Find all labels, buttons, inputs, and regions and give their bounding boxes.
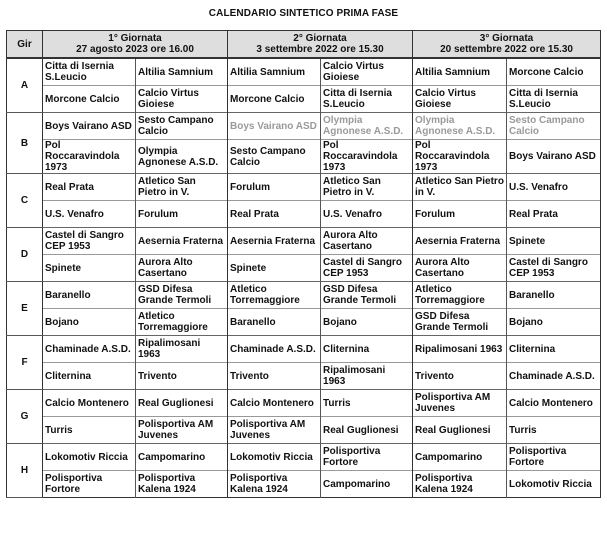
team-cell: Cliternina <box>43 363 136 390</box>
table-row <box>7 417 601 444</box>
group-label: B <box>7 113 43 174</box>
team-cell: Aesernia Fraterna <box>136 228 228 255</box>
team-cell: Sesto Campano Calcio <box>228 140 321 174</box>
team-cell: Bojano <box>43 309 136 336</box>
table-row <box>7 255 601 282</box>
round-1-name: 1° Giornata <box>108 33 162 44</box>
team-cell: Atletico San Pietro in V. <box>136 174 228 201</box>
group-label: H <box>7 444 43 498</box>
team-cell: Bojano <box>321 309 413 336</box>
table-header <box>7 31 601 59</box>
team-cell: Campomarino <box>321 471 413 498</box>
team-cell: U.S. Venafro <box>321 201 413 228</box>
group-label: G <box>7 390 43 444</box>
team-cell: Baranello <box>507 282 601 309</box>
team-cell: Ripalimosani 1963 <box>321 363 413 390</box>
team-cell: Calcio Montenero <box>507 390 601 417</box>
table-row <box>7 363 601 390</box>
table-row <box>7 174 601 201</box>
team-cell: Baranello <box>43 282 136 309</box>
team-cell: Calcio Montenero <box>228 390 321 417</box>
team-cell: Morcone Calcio <box>507 58 601 86</box>
team-cell: Turris <box>507 417 601 444</box>
team-cell: Calcio Virtus Gioiese <box>136 86 228 113</box>
team-cell: Real Prata <box>507 201 601 228</box>
team-cell: Forulum <box>136 201 228 228</box>
team-cell: U.S. Venafro <box>43 201 136 228</box>
table-row <box>7 86 601 113</box>
team-cell: Olympia Agnonese A.S.D. <box>136 140 228 174</box>
team-cell: Lokomotiv Riccia <box>43 444 136 471</box>
team-cell: Sesto Campano Calcio <box>136 113 228 140</box>
team-cell: Turris <box>43 417 136 444</box>
team-cell: Atletico Torremaggiore <box>413 282 507 309</box>
team-cell: Pol Roccaravindola 1973 <box>413 140 507 174</box>
team-cell: Lokomotiv Riccia <box>507 471 601 498</box>
team-cell: Real Guglionesi <box>413 417 507 444</box>
team-cell: Castel di Sangro CEP 1953 <box>43 228 136 255</box>
team-cell: Campomarino <box>413 444 507 471</box>
team-cell: Aesernia Fraterna <box>228 228 321 255</box>
team-cell: Citta di Isernia S.Leucio <box>43 58 136 86</box>
group-label: F <box>7 336 43 390</box>
team-cell: Forulum <box>228 174 321 201</box>
team-cell: Chaminade A.S.D. <box>43 336 136 363</box>
team-cell: Boys Vairano ASD <box>43 113 136 140</box>
team-cell: Sesto Campano Calcio <box>507 113 601 140</box>
team-cell: Polisportiva AM Juvenes <box>228 417 321 444</box>
team-cell: Campomarino <box>136 444 228 471</box>
table-row <box>7 390 601 417</box>
table-row <box>7 282 601 309</box>
team-cell: GSD Difesa Grande Termoli <box>413 309 507 336</box>
round-2-header <box>228 31 413 59</box>
team-cell: Turris <box>321 390 413 417</box>
team-cell: Morcone Calcio <box>228 86 321 113</box>
team-cell: Morcone Calcio <box>43 86 136 113</box>
team-cell: Bojano <box>507 309 601 336</box>
team-cell: Baranello <box>228 309 321 336</box>
team-cell: Altilia Samnium <box>136 58 228 86</box>
team-cell: Calcio Virtus Gioiese <box>413 86 507 113</box>
round-1-header <box>43 31 228 59</box>
round-2-name: 2° Giornata <box>293 33 347 44</box>
team-cell: Polisportiva Fortore <box>321 444 413 471</box>
team-cell: Boys Vairano ASD <box>507 140 601 174</box>
team-cell: Real Prata <box>228 201 321 228</box>
round-1-date: 27 agosto 2023 ore 16.00 <box>76 44 194 55</box>
table-row <box>7 58 601 86</box>
team-cell: Polisportiva Kalena 1924 <box>228 471 321 498</box>
team-cell: Calcio Virtus Gioiese <box>321 58 413 86</box>
team-cell: Chaminade A.S.D. <box>507 363 601 390</box>
team-cell: Boys Vairano ASD <box>228 113 321 140</box>
team-cell: Castel di Sangro CEP 1953 <box>321 255 413 282</box>
team-cell: Atletico Torremaggiore <box>228 282 321 309</box>
team-cell: Atletico San Pietro in V. <box>321 174 413 201</box>
team-cell: Ripalimosani 1963 <box>136 336 228 363</box>
team-cell: Calcio Montenero <box>43 390 136 417</box>
table-row <box>7 471 601 498</box>
round-2-date: 3 settembre 2022 ore 15.30 <box>256 44 384 55</box>
team-cell: Real Guglionesi <box>136 390 228 417</box>
gir-header: Gir <box>7 31 43 59</box>
table-row <box>7 113 601 140</box>
group-label: C <box>7 174 43 228</box>
team-cell: Real Guglionesi <box>321 417 413 444</box>
team-cell: Polisportiva Kalena 1924 <box>136 471 228 498</box>
team-cell: Polisportiva Fortore <box>43 471 136 498</box>
team-cell: Polisportiva Fortore <box>507 444 601 471</box>
team-cell: Atletico San Pietro in V. <box>413 174 507 201</box>
team-cell: Aurora Alto Casertano <box>321 228 413 255</box>
team-cell: Citta di Isernia S.Leucio <box>321 86 413 113</box>
team-cell: Forulum <box>413 201 507 228</box>
team-cell: Aesernia Fraterna <box>413 228 507 255</box>
team-cell: Chaminade A.S.D. <box>228 336 321 363</box>
group-label: E <box>7 282 43 336</box>
table-row <box>7 444 601 471</box>
team-cell: Ripalimosani 1963 <box>413 336 507 363</box>
round-3-name: 3° Giornata <box>479 33 534 44</box>
team-cell: Olympia Agnonese A.S.D. <box>413 113 507 140</box>
round-3-date: 20 settembre 2022 ore 15.30 <box>440 44 573 55</box>
team-cell: Cliternina <box>507 336 601 363</box>
round-3-header <box>413 31 601 59</box>
team-cell: Pol Roccaravindola 1973 <box>43 140 136 174</box>
team-cell: Aurora Alto Casertano <box>136 255 228 282</box>
table-row <box>7 309 601 336</box>
team-cell: Real Prata <box>43 174 136 201</box>
team-cell: Olympia Agnonese A.S.D. <box>321 113 413 140</box>
team-cell: Trivento <box>413 363 507 390</box>
team-cell: Altilia Samnium <box>228 58 321 86</box>
group-label: A <box>7 58 43 113</box>
team-cell: Castel di Sangro CEP 1953 <box>507 255 601 282</box>
team-cell: Citta di Isernia S.Leucio <box>507 86 601 113</box>
team-cell: Polisportiva Kalena 1924 <box>413 471 507 498</box>
team-cell: Altilia Samnium <box>413 58 507 86</box>
team-cell: Pol Roccaravindola 1973 <box>321 140 413 174</box>
table-row <box>7 336 601 363</box>
team-cell: Polisportiva AM Juvenes <box>136 417 228 444</box>
table-row <box>7 228 601 255</box>
team-cell: Aurora Alto Casertano <box>413 255 507 282</box>
team-cell: Lokomotiv Riccia <box>228 444 321 471</box>
team-cell: Spinete <box>228 255 321 282</box>
table-row <box>7 201 601 228</box>
schedule-table <box>6 30 601 498</box>
page-title: CALENDARIO SINTETICO PRIMA FASE <box>208 8 399 19</box>
team-cell: GSD Difesa Grande Termoli <box>321 282 413 309</box>
team-cell: Spinete <box>507 228 601 255</box>
team-cell: Atletico Torremaggiore <box>136 309 228 336</box>
team-cell: Polisportiva AM Juvenes <box>413 390 507 417</box>
team-cell: Trivento <box>136 363 228 390</box>
team-cell: Trivento <box>228 363 321 390</box>
team-cell: U.S. Venafro <box>507 174 601 201</box>
team-cell: Cliternina <box>321 336 413 363</box>
group-label: D <box>7 228 43 282</box>
team-cell: Spinete <box>43 255 136 282</box>
team-cell: GSD Difesa Grande Termoli <box>136 282 228 309</box>
table-row <box>7 140 601 174</box>
